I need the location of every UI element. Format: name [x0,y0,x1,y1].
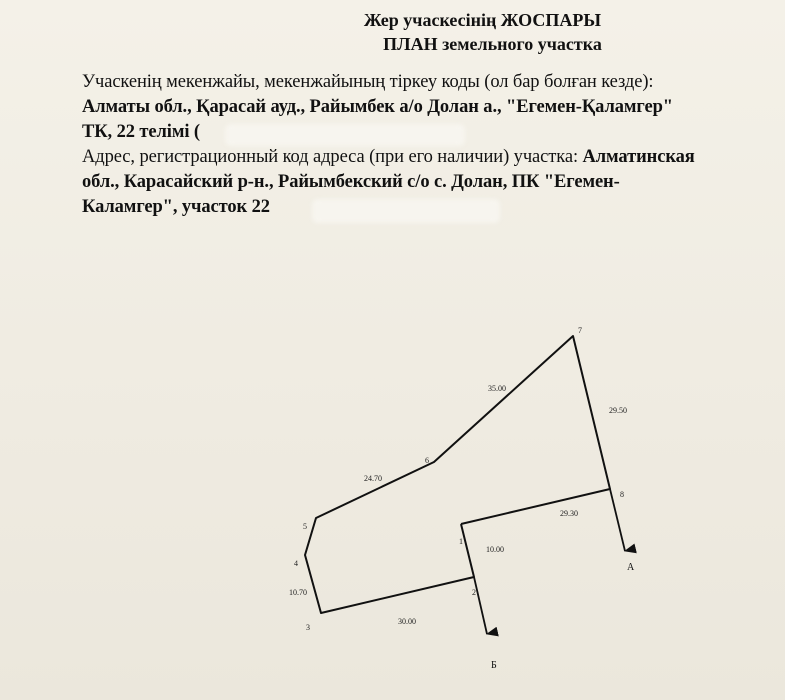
segment-length-3-4: 10.70 [289,588,307,597]
vertex-label-6: 6 [425,456,429,465]
arrow-b [474,577,487,634]
segment-length-7-8: 29.50 [609,406,627,415]
segment-length-5-6: 24.70 [364,474,382,483]
address-ru-label: Адрес, регистрационный код адреса (при его наличии) участка: [82,147,583,167]
address-kz-value-line2: ТК, 22 телімі ( [82,122,200,142]
vertex-label-4: 4 [294,559,298,568]
address-ru-value-line1: Алматинская [582,147,695,167]
address-ru-value-line2: обл., Карасайский р-н., Райымбекский с/о с. Долан, ПК "Егемен- [82,172,620,192]
address-ru-value-line3: Каламгер", участок 22 [82,197,270,217]
vertex-label-3: 3 [306,623,310,632]
segment-length-6-7: 35.00 [488,384,506,393]
vertex-label-1: 1 [459,537,463,546]
address-kz-label: Учаскенің мекенжайы, мекенжайының тіркеу коды (ол бар болған кезде): [82,72,654,92]
title-ru: ПЛАН земельного участка [383,34,602,54]
vertex-label-5: 5 [303,522,307,531]
vertex-label-7: 7 [578,326,582,335]
segment-length-8-1: 29.30 [560,509,578,518]
segment-length-2-3: 30.00 [398,617,416,626]
segment-length-1-2: 10.00 [486,545,504,554]
title-kz: Жер учаскесінің ЖОСПАРЫ [363,10,602,30]
vertex-label-2: 2 [472,588,476,597]
neighbor-label-b: Б [491,660,497,671]
address-kz-value-line1: Алматы обл., Қарасай ауд., Райымбек а/о Долан а., "Егемен-Қаламгер" [82,97,673,117]
plot-boundary [305,336,610,613]
vertex-label-8: 8 [620,490,624,499]
neighbor-label-a: А [627,562,635,573]
